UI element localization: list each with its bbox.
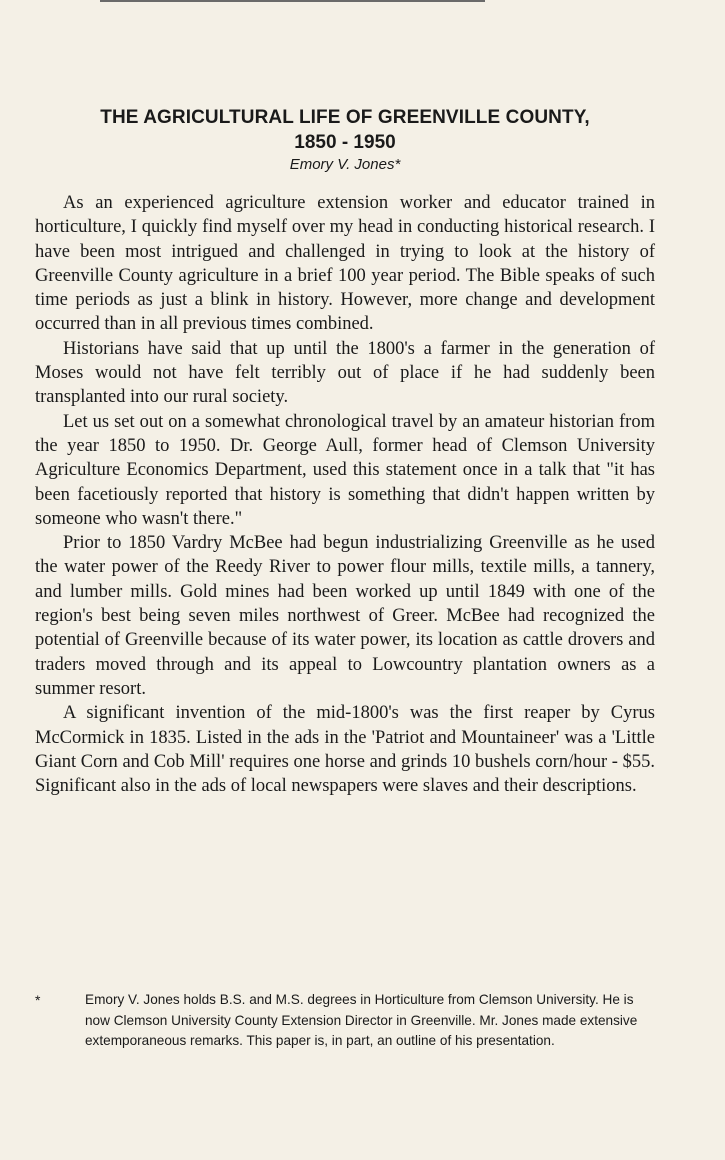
paragraph-4: Prior to 1850 Vardry McBee had begun industrializing Greenville as he used the water power of the Reedy River to power flour mills, textile mills, a tannery, and lumber mills. Gold mines had been worked up until 1849 with one of the region's best being seven miles northwest of Greer. McBee had recognized the potential of Greenville because of its water power, its location as cattle drovers and traders moved through and its appeal to Lowcountry plantation owners as a summer resort. — [35, 533, 655, 699]
article-title: THE AGRICULTURAL LIFE OF GREENVILLE COUNTY, — [100, 107, 590, 128]
footnote-mark: * — [35, 992, 41, 1008]
paragraph-5: A significant invention of the mid-1800's was the first reaper by Cyrus McCormick in 1835. Listed in the ads in the 'Patriot and Mountaineer' was a 'Little Giant Corn and Cob Mill' requires one horse and grinds 10 bushels corn/hour - $55. Significant also in the ads of local newspapers were slaves and their descriptions. — [35, 703, 655, 797]
paragraph-2: Historians have said that up until the 1800's a farmer in the generation of Moses would not have felt terribly out of place if he had suddenly been transplanted into our rural society. — [35, 338, 655, 408]
paragraph-1: As an experienced agriculture extension worker and educator trained in horticulture, I quickly find myself over my head in conducting historical research. I have been most intrigued and challenged in trying to look at the history of Greenville County agriculture in a brief 100 year period. The Bible speaks of such time periods as just a blink in history. However, more change and development occurred than in all previous times combined. — [35, 193, 655, 335]
article — [35, 105, 655, 798]
article-years: 1850 - 1950 — [294, 132, 396, 153]
paragraph-3: Let us set out on a somewhat chronological travel by an amateur historian from the year 1850 to 1950. Dr. George Aull, former head of Clemson University Agriculture Economics Department, used this statement once in a talk that "it has been facetiously reported that history is something that didn't happen written by someone who wasn't there." — [35, 411, 655, 529]
footnote — [35, 990, 655, 1052]
page-top-rule — [100, 0, 485, 2]
article-author: Emory V. Jones* — [289, 156, 401, 173]
footnote-text: Emory V. Jones holds B.S. and M.S. degrees in Horticulture from Clemson University. He is now Clemson University County Extension Director in Greenville. Mr. Jones made extensive extemporaneous remarks. This paper is, in part, an outline of his presentation. — [85, 992, 638, 1048]
